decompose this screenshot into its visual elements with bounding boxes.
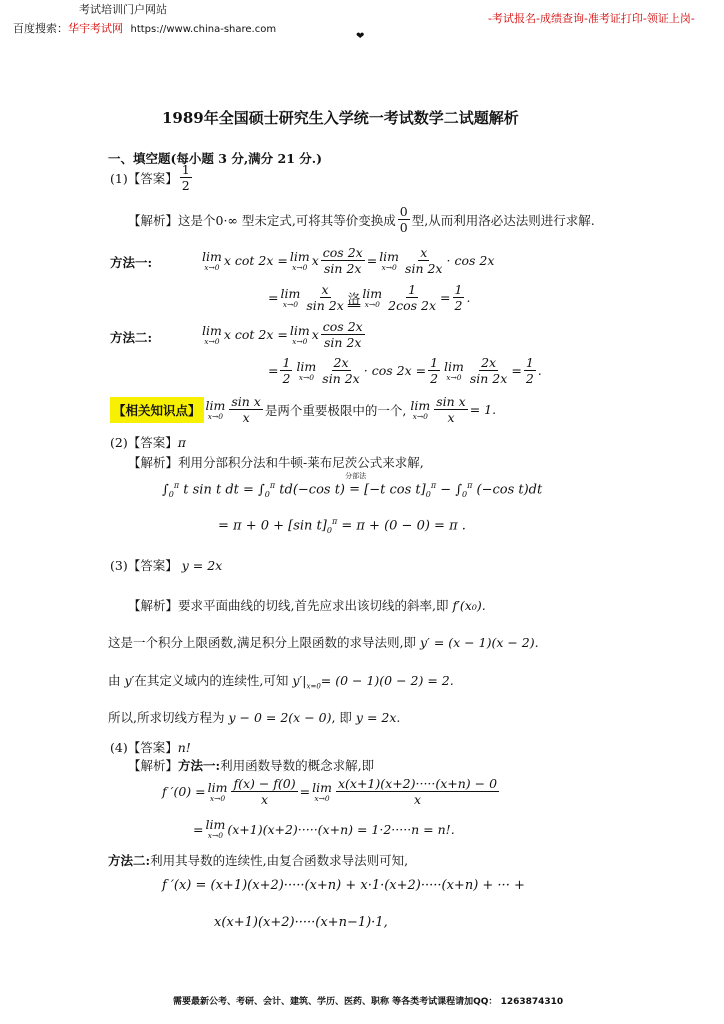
q1-method1-eq2: = lim x→0 $\frac{x}{\sin 2x}$ 洛 lim x→0 $\frac{1}{2\cos 2x}$ = $\frac{1}{2}$ .: [268, 282, 471, 313]
q2-answer: (2)【答案】π: [110, 435, 186, 450]
footer-ad: 需要最新公考、考研、会计、建筑、学历、医药、职称 等各类考试课程请加QQ： 1263874310: [173, 997, 564, 1007]
q4-method2: 方法二:利用其导数的连续性,由复合函数求导法则可知,: [108, 853, 409, 868]
q1-knowledge: 【相关知识点】 lim x→0 $\frac{\text{sin x}}{x}$ 是两个重要极限中的一个, lim x→0 $\frac{\text{sin x}}{x}$ = 1.: [110, 394, 496, 425]
q2-analysis: 【解析】利用分部积分法和牛顿-莱布尼茨公式来求解,: [128, 455, 424, 470]
brand-link[interactable]: 华宇考试网: [68, 22, 123, 35]
header-links[interactable]: -考试报名-成绩查询-准考证打印-领证上岗-: [488, 12, 695, 25]
q4-answer: (4)【答案】n!: [110, 740, 191, 755]
knowledge-tag: 【相关知识点】: [110, 397, 204, 423]
search-prefix: [13, 20, 276, 36]
site-url[interactable]: https://www.china-share.com: [130, 24, 277, 35]
heart-icon: ❤: [356, 31, 365, 42]
q4-eq4: x(x+1)(x+2)·····(x+n−1)·1,: [214, 915, 388, 930]
q4-analysis: 【解析】方法一:利用函数导数的概念求解,即: [128, 758, 375, 773]
q3-answer: (3)【答案】 y = 2x: [110, 558, 223, 573]
q2-eq1: $\int_0^\pi$ t sin t dt = $\int_0^\pi$ td(−cos t) 分部法 = [−t $\cos t]_0^\pi - \int_0^\pi$ (−cos t)dt: [162, 472, 543, 499]
q1-method1-eq1: lim x→0 x cot 2x = lim x→0 x $\frac{\cos 2x}{\sin 2x}$ = lim x→0 $\frac{x}{\sin 2x}$ · cos 2x: [202, 245, 495, 276]
site-title: 考试培训门户网站: [79, 3, 167, 16]
q1-analysis: 【解析】这是个0·∞ 型未定式,可将其等价变换成 $\frac{0}{0}$ 型,从而利用洛必达法则进行求解.: [128, 204, 595, 235]
q3-line4: 所以,所求切线方程为 y − 0 = 2(x − 0), 即 y = 2x.: [108, 710, 401, 725]
q2-eq2: = π + 0 + [sin $t]_0^\pi = \pi + (0 - 0) = \pi$ .: [218, 517, 466, 535]
q1-answer: [110, 162, 194, 193]
q1-method2-eq1: lim x→0 x cot 2x = lim x→0 x $\frac{\cos 2x}{\sin 2x}$: [202, 319, 363, 350]
q4-eq1: f ′(0) = lim x→0 $\frac{f(x) - f(0)}{x}$ = lim x→0 $\frac{x(x+1)(x+2)\cdot\cdot\cdot\cdot\cdot(x+n) - 0}{x}$: [162, 776, 498, 807]
q4-eq3: f ′(x) = (x+1)(x+2)·····(x+n) + x·1·(x+2)·····(x+n) + ··· +: [162, 878, 525, 893]
q1-answer-fraction: $\frac{1}{2}$: [181, 162, 190, 193]
search-label: 百度搜索：: [13, 22, 68, 35]
q4-eq2: = lim x→0 (x+1)(x+2)·····(x+n) = 1·2·····n = n!.: [193, 817, 455, 840]
q1-label: (1)【答案】: [110, 170, 178, 186]
q3-line2: 这是一个积分上限函数,满足积分上限函数的求导法则,即 y′ = (x − 1)(x − 2).: [108, 635, 539, 650]
q1-method2-label: 方法二:: [110, 330, 153, 345]
q1-method2-eq2: = $\frac{1}{2}$ lim x→0 $\frac{2x}{\sin 2x}$ · cos 2x = $\frac{1}{2}$ lim x→0 $\frac{2x}{\sin 2x}$ = $\frac{1}{2}$ .: [268, 355, 542, 386]
q1-method1-label: 方法一:: [110, 255, 153, 270]
q3-line3: 由 y′在其定义域内的连续性,可知 $y'|_{x=0}= (0 - 1)(0 - 2) = 2$.: [108, 673, 454, 691]
section-heading: 一、填空题(每小题 3 分,满分 21 分.): [108, 151, 323, 166]
q3-analysis: 【解析】要求平面曲线的切线,首先应求出该切线的斜率,即 f′(x₀).: [128, 598, 486, 613]
page-title: 1989年全国硕士研究生入学统一考试数学二试题解析: [162, 109, 519, 127]
